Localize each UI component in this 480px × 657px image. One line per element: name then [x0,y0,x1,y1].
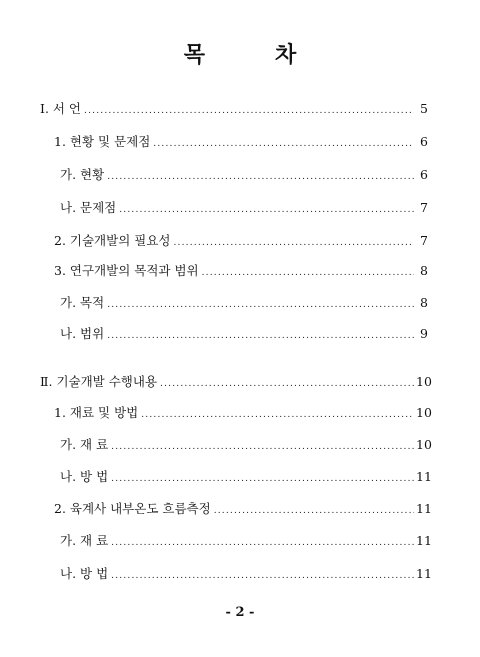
toc-entry-page: 7 [420,233,428,248]
toc-entry-page: 7 [420,200,428,215]
toc-entry-label: 나. 방 법 [60,566,109,581]
toc-entry-page: 9 [420,326,428,341]
toc-entry-label: Ⅱ. 기술개발 수행내용 [40,374,158,389]
toc-entry-page: 10 [416,405,432,420]
toc-leader-dots [214,503,414,519]
toc-entry-label: Ⅰ. 서 언 [40,101,82,116]
toc-entry-page: 8 [420,263,428,278]
toc-entry-page: 11 [416,566,432,581]
toc-entry-page: 8 [420,295,428,310]
toc-entry-page: 10 [416,437,432,452]
toc-entry-label: 1. 재료 및 방법 [54,405,139,420]
toc-entry-label: 2. 기술개발의 필요성 [54,233,171,248]
toc-leader-dots [107,297,414,313]
toc-leader-dots [111,439,414,455]
toc-leader-dots [107,328,414,344]
toc-entry-label: 나. 범위 [60,326,105,341]
toc-entry-2-1-b[interactable] [60,469,432,485]
toc-entry-2-2-b[interactable] [60,566,432,582]
toc-entry-label: 2. 육계사 내부온도 흐름측정 [54,501,211,516]
toc-entry-label: 3. 연구개발의 목적과 범위 [54,263,199,278]
toc-entry-2-1[interactable] [54,405,432,421]
toc-leader-dots [153,136,414,152]
toc-entry-page: 11 [416,469,432,484]
toc-title-left: 목 [183,42,205,68]
toc-leader-dots [202,265,414,281]
toc-entry-1-1-a[interactable] [60,167,428,183]
toc-entry-page: 11 [416,533,432,548]
toc-entry-label: 나. 방 법 [60,469,109,484]
toc-entry-2-2[interactable] [54,501,432,517]
toc-entry-1-3-a[interactable] [60,295,428,311]
toc-entry-page: 11 [416,501,432,516]
toc-title-right: 차 [275,42,297,68]
toc-leader-dots [84,103,414,119]
toc-leader-dots [141,407,414,423]
toc-entry-label: 나. 문제점 [60,200,117,215]
toc-entry-label: 가. 목적 [60,295,105,310]
toc-entry-section-2[interactable] [40,374,432,390]
toc-entry-label: 가. 현황 [60,167,105,182]
toc-entry-1-3-b[interactable] [60,326,428,342]
toc-entry-1-1[interactable] [54,134,428,150]
toc-entry-1-1-b[interactable] [60,200,428,216]
toc-leader-dots [173,235,414,251]
toc-leader-dots [111,471,414,487]
toc-entry-1-2[interactable] [54,233,428,249]
toc-title [0,38,480,69]
toc-entry-page: 10 [416,374,432,389]
toc-entry-2-2-a[interactable] [60,533,432,549]
toc-leader-dots [119,202,414,218]
toc-entry-2-1-a[interactable] [60,437,432,453]
toc-leader-dots [111,535,414,551]
toc-entry-page: 5 [420,101,428,116]
toc-entry-label: 가. 재 료 [60,533,109,548]
toc-entry-page: 6 [420,134,428,149]
toc-entry-1-3[interactable] [54,263,428,279]
toc-leader-dots [107,169,414,185]
page-number: - 2 - [225,605,255,620]
toc-entry-section-1[interactable] [40,101,428,117]
toc-entry-label: 1. 현황 및 문제점 [54,134,151,149]
toc-entry-label: 가. 재 료 [60,437,109,452]
toc-leader-dots [111,568,414,584]
toc-entry-page: 6 [420,167,428,182]
toc-leader-dots [160,376,414,392]
